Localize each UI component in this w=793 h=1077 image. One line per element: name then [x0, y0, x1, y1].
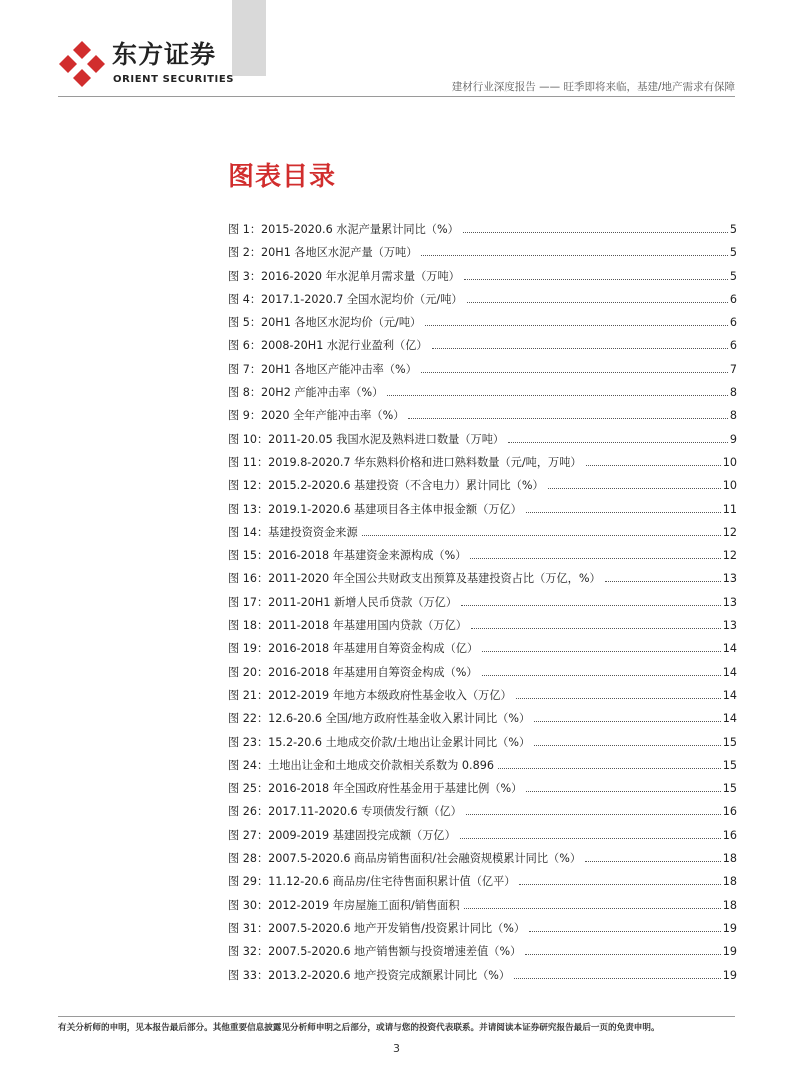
- toc-item-label: 图 15：2016-2018 年基建资金来源构成（%）: [228, 549, 467, 563]
- toc-item-label: 图 33：2013.2-2020.6 地产投资完成额累计同比（%）: [228, 968, 511, 982]
- brand-name-en: ORIENT SECURITIES: [113, 74, 235, 85]
- page-number: 3: [393, 1042, 400, 1055]
- toc-item-page: 10: [722, 455, 737, 469]
- toc-item[interactable]: [228, 967, 737, 990]
- toc-item-page: 5: [729, 269, 737, 283]
- toc-item-page: 14: [722, 642, 737, 656]
- header-grey-block: [232, 0, 266, 76]
- toc-item[interactable]: [228, 664, 737, 687]
- toc-item-label: 图 10：2011-20.05 我国水泥及熟料进口数量（万吨）: [228, 432, 505, 446]
- toc-leader-dots: [470, 558, 720, 559]
- toc-leader-dots: [529, 931, 721, 932]
- toc-item-page: 9: [729, 432, 737, 446]
- toc-item-page: 11: [722, 502, 737, 516]
- toc-item-page: 14: [722, 712, 737, 726]
- toc-item-page: 13: [722, 619, 737, 633]
- toc-item-label: 图 1：2015-2020.6 水泥产量累计同比（%）: [228, 223, 459, 236]
- toc-item-page: 13: [722, 595, 737, 609]
- toc-leader-dots: [425, 325, 728, 326]
- toc-item-page: 6: [729, 339, 737, 353]
- toc-item-label: 图 11：2019.8-2020.7 华东熟料价格和进口熟料数量（元/吨，万吨）: [228, 455, 582, 469]
- toc-item-page: 18: [722, 852, 737, 866]
- toc-item-page: 19: [722, 945, 737, 959]
- toc-item[interactable]: [228, 780, 737, 803]
- toc-item-label: 图 28：2007.5-2020.6 商品房销售面积/社会融资规模累计同比（%）: [228, 852, 582, 866]
- toc-item-label: 图 24：土地出让金和土地成交价款相关系数为 0.896: [228, 758, 494, 772]
- toc-item-page: 19: [722, 968, 737, 982]
- toc-item[interactable]: [228, 314, 737, 337]
- toc-item-page: 14: [722, 665, 737, 679]
- toc-leader-dots: [586, 465, 721, 466]
- toc-item-page: 19: [722, 921, 737, 935]
- toc-item-label: 图 19：2016-2018 年基建用自筹资金构成（亿）: [228, 642, 479, 656]
- toc-item[interactable]: [228, 803, 737, 826]
- toc-item-label: 图 13：2019.1-2020.6 基建项目各主体申报金额（万亿）: [228, 502, 522, 516]
- toc-item[interactable]: [228, 943, 737, 966]
- toc-item[interactable]: [228, 640, 737, 663]
- toc-item-label: 图 7：20H1 各地区产能冲击率（%）: [228, 362, 417, 376]
- toc-item-page: 13: [722, 572, 737, 586]
- toc-item[interactable]: [228, 361, 737, 384]
- toc-item-page: 8: [729, 409, 737, 423]
- toc-item-label: 图 17：2011-20H1 新增人民币贷款（万亿）: [228, 595, 458, 609]
- toc-leader-dots: [519, 884, 720, 885]
- toc-leader-dots: [471, 628, 721, 629]
- toc-item-page: 7: [729, 362, 737, 376]
- toc-item[interactable]: [228, 221, 737, 244]
- toc-leader-dots: [482, 651, 721, 652]
- toc-item[interactable]: [228, 897, 737, 920]
- toc-item-page: 6: [729, 292, 737, 306]
- toc-leader-dots: [464, 908, 721, 909]
- toc-item[interactable]: [228, 570, 737, 593]
- toc-item-label: 图 21：2012-2019 年地方本级政府性基金收入（万亿）: [228, 688, 512, 702]
- toc-item-label: 图 6：2008-20H1 水泥行业盈利（亿）: [228, 339, 428, 353]
- toc-leader-dots: [585, 861, 721, 862]
- toc-item-label: 图 26：2017.11-2020.6 专项债发行额（亿）: [228, 805, 462, 819]
- toc-item[interactable]: [228, 594, 737, 617]
- toc-item-page: 12: [722, 549, 737, 563]
- toc-item[interactable]: [228, 431, 737, 454]
- toc-item-page: 15: [722, 782, 737, 796]
- toc-item-label: 图 14：基建投资资金来源: [228, 525, 358, 539]
- toc-item-page: 15: [722, 735, 737, 749]
- toc-item[interactable]: [228, 920, 737, 943]
- toc-item[interactable]: [228, 501, 737, 524]
- toc-leader-dots: [461, 605, 721, 606]
- toc-item-label: 图 12：2015.2-2020.6 基建投资（不含电力）累计同比（%）: [228, 479, 544, 493]
- toc-leader-dots: [467, 302, 728, 303]
- toc-leader-dots: [460, 838, 721, 839]
- toc-leader-dots: [508, 442, 728, 443]
- toc-leader-dots: [466, 814, 721, 815]
- toc-item[interactable]: [228, 407, 737, 430]
- toc-heading: 图表目录: [228, 162, 337, 192]
- toc-item-label: 图 31：2007.5-2020.6 地产开发销售/投资累计同比（%）: [228, 921, 526, 935]
- toc-item-label: 图 29：11.12-20.6 商品房/住宅待售面积累计值（亿平）: [228, 875, 516, 889]
- toc-item-label: 图 32：2007.5-2020.6 地产销售额与投资增速差值（%）: [228, 945, 522, 959]
- toc-item[interactable]: [228, 454, 737, 477]
- toc-leader-dots: [548, 488, 721, 489]
- toc-item-page: 15: [722, 758, 737, 772]
- orient-securities-logo-icon: [58, 40, 106, 88]
- toc-leader-dots: [605, 581, 721, 582]
- toc-item-label: 图 2：20H1 各地区水泥产量（万吨）: [228, 246, 418, 260]
- toc-leader-dots: [463, 232, 728, 233]
- toc-leader-dots: [534, 745, 721, 746]
- toc-item[interactable]: [228, 617, 737, 640]
- toc-item-page: 12: [722, 525, 737, 539]
- toc-item-label: 图 23：15.2-20.6 土地成交价款/土地出让金累计同比（%）: [228, 735, 531, 749]
- toc-item[interactable]: [228, 734, 737, 757]
- toc-item-page: 16: [722, 828, 737, 842]
- disclaimer-note: 有关分析师的申明，见本报告最后部分。其他重要信息披露见分析师申明之后部分，或请与您的投资代表联系。并请阅读本证券研究报告最后一页的免责申明。: [58, 1023, 660, 1033]
- toc-item-page: 6: [729, 316, 737, 330]
- toc-leader-dots: [534, 721, 721, 722]
- toc-item-page: 10: [722, 479, 737, 493]
- toc-item[interactable]: [228, 827, 737, 850]
- toc-item[interactable]: [228, 244, 737, 267]
- toc-item-label: 图 18：2011-2018 年基建用国内贷款（万亿）: [228, 619, 467, 633]
- footer-divider: [58, 1016, 735, 1017]
- toc-item-label: 图 30：2012-2019 年房屋施工面积/销售面积: [228, 898, 460, 912]
- toc-leader-dots: [526, 512, 721, 513]
- figure-list: [228, 221, 737, 990]
- toc-item-page: 8: [729, 386, 737, 400]
- toc-leader-dots: [421, 255, 727, 256]
- toc-leader-dots: [526, 791, 720, 792]
- toc-item[interactable]: [228, 268, 737, 291]
- toc-item-label: 图 4：2017.1-2020.7 全国水泥均价（元/吨）: [228, 292, 463, 306]
- toc-leader-dots: [482, 675, 721, 676]
- toc-item[interactable]: [228, 873, 737, 896]
- toc-item[interactable]: [228, 687, 737, 710]
- toc-item-page: 18: [722, 898, 737, 912]
- toc-leader-dots: [432, 348, 728, 349]
- toc-leader-dots: [408, 418, 727, 419]
- toc-item[interactable]: [228, 384, 737, 407]
- toc-item[interactable]: [228, 547, 737, 570]
- header-divider: [58, 96, 735, 97]
- toc-item[interactable]: [228, 757, 737, 780]
- toc-item-label: 图 5：20H1 各地区水泥均价（元/吨）: [228, 316, 422, 330]
- toc-item-page: 18: [722, 875, 737, 889]
- toc-item[interactable]: [228, 337, 737, 360]
- toc-item[interactable]: [228, 524, 737, 547]
- toc-item-page: 16: [722, 805, 737, 819]
- toc-item-label: 图 22：12.6-20.6 全国/地方政府性基金收入累计同比（%）: [228, 712, 531, 726]
- toc-item[interactable]: [228, 710, 737, 733]
- toc-item-page: 5: [729, 246, 737, 260]
- toc-item[interactable]: [228, 477, 737, 500]
- toc-item-label: 图 8：20H2 产能冲击率（%）: [228, 386, 384, 400]
- toc-leader-dots: [514, 978, 721, 979]
- toc-leader-dots: [387, 395, 728, 396]
- toc-item-label: 图 9：2020 全年产能冲击率（%）: [228, 409, 405, 423]
- report-header-title: 建材行业深度报告 —— 旺季即将来临，基建/地产需求有保障: [451, 81, 735, 93]
- toc-item-label: 图 3：2016-2020 年水泥单月需求量（万吨）: [228, 269, 460, 283]
- toc-item[interactable]: [228, 850, 737, 873]
- brand-name-cn: 东方证券: [112, 40, 217, 69]
- toc-leader-dots: [516, 698, 721, 699]
- toc-leader-dots: [362, 535, 721, 536]
- toc-item[interactable]: [228, 291, 737, 314]
- toc-item-page: 14: [722, 688, 737, 702]
- toc-leader-dots: [464, 279, 728, 280]
- toc-item-label: 图 27：2009-2019 基建固投完成额（万亿）: [228, 828, 456, 842]
- toc-leader-dots: [525, 954, 720, 955]
- toc-item-page: 5: [729, 223, 737, 236]
- toc-leader-dots: [421, 372, 728, 373]
- toc-item-label: 图 25：2016-2018 年全国政府性基金用于基建比例（%）: [228, 782, 523, 796]
- toc-leader-dots: [498, 768, 721, 769]
- toc-item-label: 图 20：2016-2018 年基建用自筹资金构成（%）: [228, 665, 478, 679]
- toc-item-label: 图 16：2011-2020 年全国公共财政支出预算及基建投资占比（万亿，%）: [228, 572, 601, 586]
